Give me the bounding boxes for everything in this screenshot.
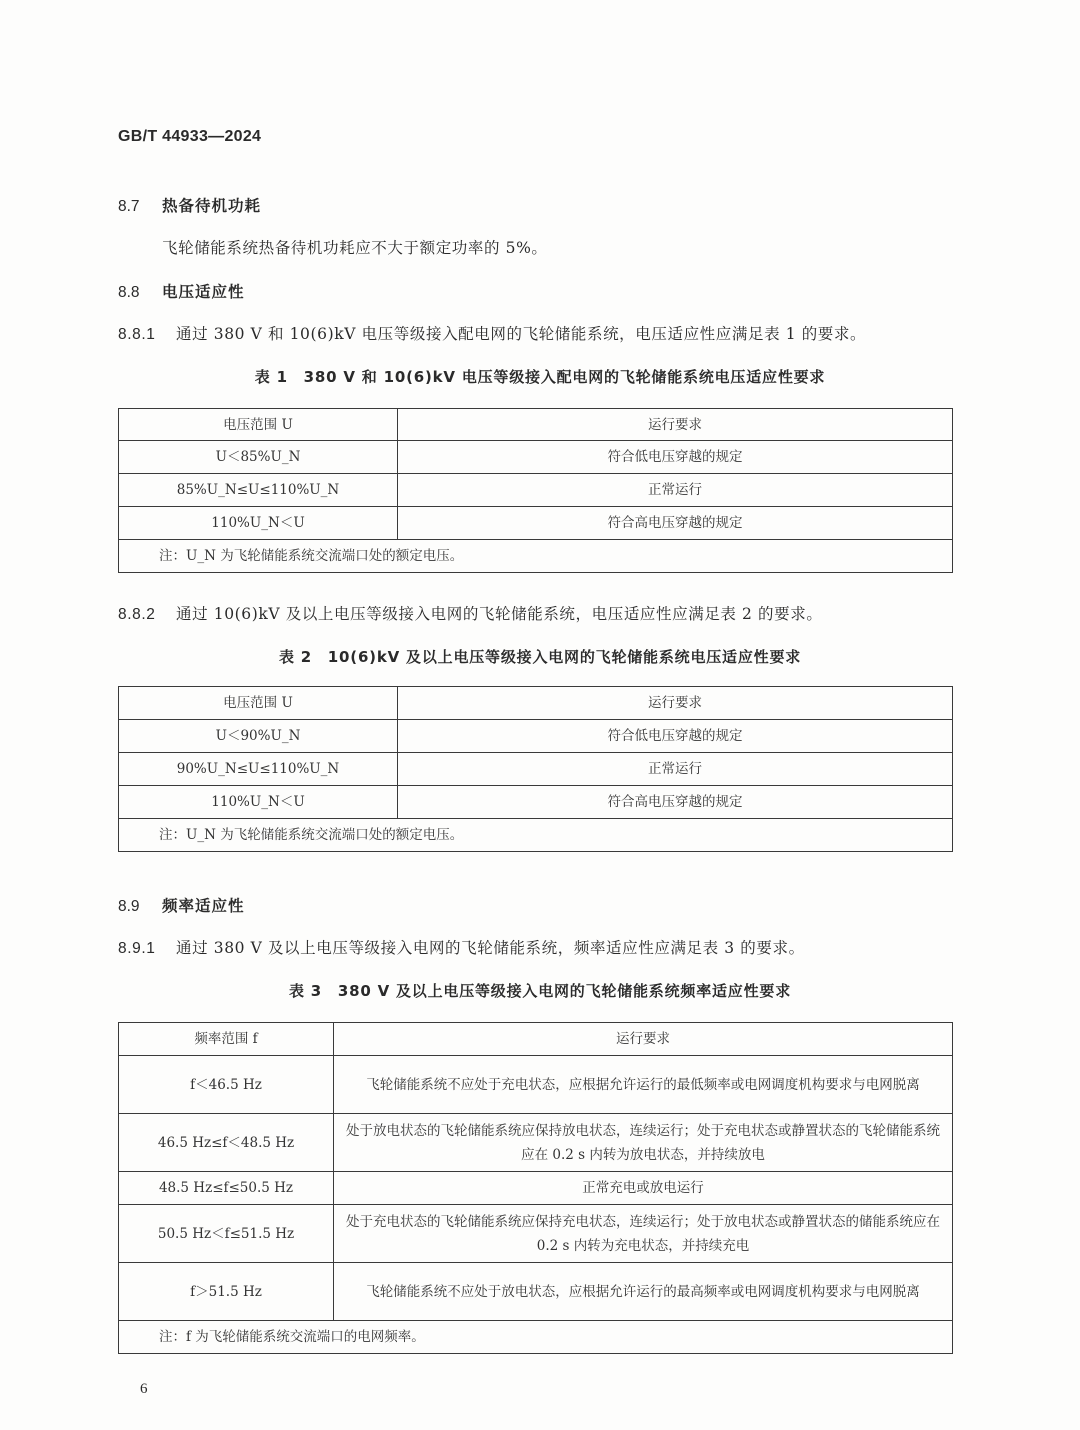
table-header-cell: 运行要求	[398, 687, 953, 720]
table-2	[118, 686, 953, 852]
table-cell: U＜90%U_N	[119, 720, 398, 753]
table-header-row	[119, 409, 953, 441]
page-number: 6	[140, 1381, 148, 1397]
table-cell: 处于放电状态的飞轮储能系统应保持放电状态，连续运行；处于充电状态或静置状态的飞轮储能系统应在 0.2 s 内转为放电状态，并持续放电	[334, 1114, 953, 1172]
table-cell: f＞51.5 Hz	[119, 1263, 334, 1321]
table-cell: 符合低电压穿越的规定	[398, 441, 953, 474]
table-cell: 飞轮储能系统不应处于放电状态，应根据允许运行的最高频率或电网调度机构要求与电网脱离	[334, 1263, 953, 1321]
table-cell: 正常充电或放电运行	[334, 1172, 953, 1205]
table-2-caption: 表 2 10(6)kV 及以上电压等级接入电网的飞轮储能系统电压适应性要求	[278, 648, 802, 666]
table-cell: 85%U_N≤U≤110%U_N	[119, 474, 398, 507]
table-1	[118, 408, 953, 573]
table-header-row	[119, 1023, 953, 1056]
section-8-9-heading	[118, 894, 245, 916]
table-row	[119, 753, 953, 786]
clause-8-9-1	[118, 936, 805, 958]
table-cell: 110%U_N＜U	[119, 786, 398, 819]
table-header-cell: 电压范围 U	[119, 687, 398, 720]
table-row	[119, 720, 953, 753]
section-title: 电压适应性	[162, 283, 245, 301]
table-note: 注：f 为飞轮储能系统交流端口的电网频率。	[119, 1321, 953, 1354]
table-row	[119, 474, 953, 507]
section-number: 8.9	[118, 898, 140, 915]
table-header-cell: 电压范围 U	[119, 409, 398, 441]
table-note-row	[119, 819, 953, 852]
table-row	[119, 507, 953, 540]
clause-number: 8.8.1	[118, 326, 156, 343]
clause-8-8-2	[118, 602, 822, 624]
table-cell: 处于充电状态的飞轮储能系统应保持充电状态，连续运行；处于放电状态或静置状态的储能系统应在 0.2 s 内转为充电状态，并持续充电	[334, 1205, 953, 1263]
clause-text: 通过 10(6)kV 及以上电压等级接入电网的飞轮储能系统，电压适应性应满足表 2 的要求。	[176, 605, 823, 623]
table-cell: 90%U_N≤U≤110%U_N	[119, 753, 398, 786]
table-row	[119, 786, 953, 819]
table-cell: f＜46.5 Hz	[119, 1056, 334, 1114]
standard-code: GB/T 44933—2024	[118, 128, 262, 145]
table-note-row	[119, 1321, 953, 1354]
table-cell: 符合高电压穿越的规定	[398, 507, 953, 540]
clause-text: 通过 380 V 和 10(6)kV 电压等级接入配电网的飞轮储能系统，电压适应性应满足表 1 的要求。	[176, 325, 867, 343]
clause-8-8-1	[118, 322, 866, 344]
table-cell: 46.5 Hz≤f＜48.5 Hz	[119, 1114, 334, 1172]
table-row	[119, 1172, 953, 1205]
table-cell: U＜85%U_N	[119, 441, 398, 474]
clause-number: 8.8.2	[118, 606, 156, 623]
section-number: 8.8	[118, 284, 140, 301]
section-title: 热备待机功耗	[162, 197, 262, 215]
section-8-7-text: 飞轮储能系统热备待机功耗应不大于额定功率的 5%。	[162, 239, 548, 257]
table-cell: 110%U_N＜U	[119, 507, 398, 540]
table-cell: 50.5 Hz＜f≤51.5 Hz	[119, 1205, 334, 1263]
table-note: 注：U_N 为飞轮储能系统交流端口处的额定电压。	[119, 540, 953, 573]
table-3	[118, 1022, 953, 1354]
table-row	[119, 1114, 953, 1172]
section-8-7-heading	[118, 194, 261, 216]
table-cell: 48.5 Hz≤f≤50.5 Hz	[119, 1172, 334, 1205]
table-row	[119, 1205, 953, 1263]
table-3-caption: 表 3 380 V 及以上电压等级接入电网的飞轮储能系统频率适应性要求	[288, 982, 792, 1000]
table-header-cell: 频率范围 f	[119, 1023, 334, 1056]
section-title: 频率适应性	[162, 897, 245, 915]
section-number: 8.7	[118, 198, 140, 215]
clause-text: 通过 380 V 及以上电压等级接入电网的飞轮储能系统，频率适应性应满足表 3 的要求。	[176, 939, 805, 957]
table-cell: 符合低电压穿越的规定	[398, 720, 953, 753]
table-row	[119, 1056, 953, 1114]
table-row	[119, 441, 953, 474]
clause-number: 8.9.1	[118, 940, 156, 957]
table-note: 注：U_N 为飞轮储能系统交流端口处的额定电压。	[119, 819, 953, 852]
table-header-cell: 运行要求	[334, 1023, 953, 1056]
table-cell: 正常运行	[398, 474, 953, 507]
section-8-8-heading	[118, 280, 245, 302]
table-header-row	[119, 687, 953, 720]
table-cell: 正常运行	[398, 753, 953, 786]
table-note-row	[119, 540, 953, 573]
table-cell: 符合高电压穿越的规定	[398, 786, 953, 819]
table-row	[119, 1263, 953, 1321]
table-1-caption: 表 1 380 V 和 10(6)kV 电压等级接入配电网的飞轮储能系统电压适应性要求	[254, 368, 826, 386]
table-cell: 飞轮储能系统不应处于充电状态，应根据允许运行的最低频率或电网调度机构要求与电网脱离	[334, 1056, 953, 1114]
table-header-cell: 运行要求	[398, 409, 953, 441]
